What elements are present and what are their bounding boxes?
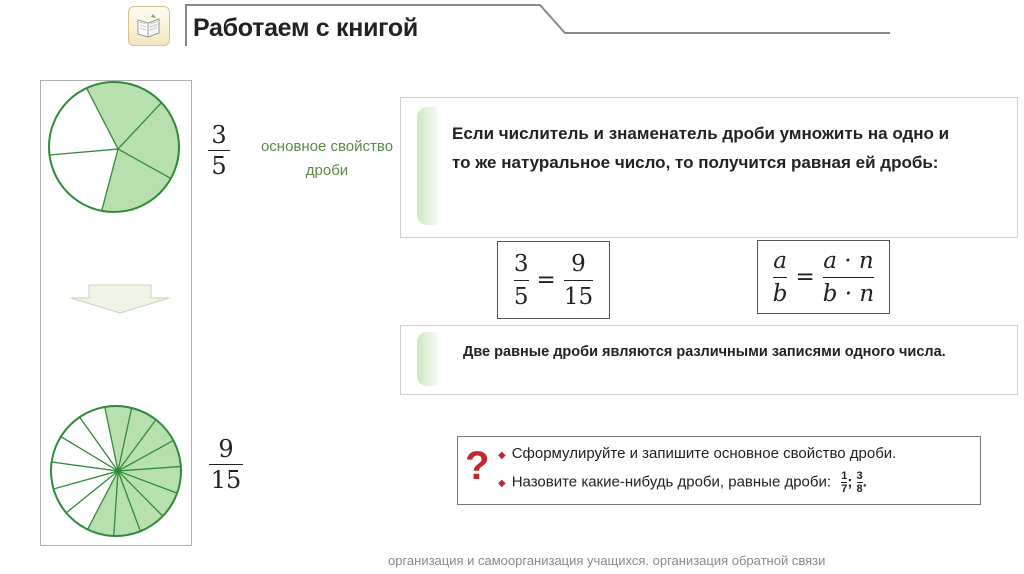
numerator: 1: [841, 470, 848, 482]
equals-sign: =: [536, 267, 556, 293]
property-label: основное свойство дроби: [260, 138, 394, 179]
fraction-bar: [209, 464, 243, 465]
numerator: 3: [856, 470, 863, 482]
numerator: 3: [513, 250, 529, 277]
rule-text: [452, 119, 1022, 177]
fraction-3-5: [208, 122, 230, 179]
numerator: a · n: [823, 247, 874, 274]
denominator: 8: [856, 483, 863, 495]
down-arrow-icon: [71, 285, 169, 313]
fraction-9-15: [209, 436, 243, 493]
fraction-right: [823, 248, 874, 307]
fraction-left: [514, 251, 529, 310]
circle-fifteenths: [51, 406, 181, 536]
question-mark-icon: [462, 443, 494, 485]
fraction-right: [564, 251, 593, 310]
equals-sign: =: [795, 264, 815, 290]
numerator: 9: [571, 250, 586, 277]
questions-box: [457, 436, 981, 505]
fraction-illustration-panel: [40, 80, 192, 546]
question-text: Назовите какие-нибудь дроби, равные дроби:: [511, 473, 832, 491]
bullet-icon: ◆: [498, 478, 506, 490]
denominator: 7: [841, 483, 848, 495]
rule-line-1: Если числитель и знаменатель дроби умножить на одно и: [452, 124, 950, 143]
numerator: a: [773, 247, 787, 274]
fraction-bar: [208, 150, 230, 151]
rule-line-2: то же натуральное число, то получится равная ей дробь:: [452, 153, 939, 172]
equal-fractions-accent: [417, 332, 437, 386]
formula-numeric: [497, 241, 610, 319]
equal-fractions-text: Две равные дроби являются различными записями одного числа.: [463, 344, 946, 360]
separator: ;: [847, 473, 853, 491]
title-frame-line: [0, 0, 1024, 60]
equal-fractions-box: [400, 325, 1018, 395]
footer-text: организация и самоорганизация учащихся. организация обратной связи: [388, 553, 826, 568]
denominator: 15: [210, 466, 242, 494]
bullet-icon: ◆: [498, 450, 506, 461]
question-item-1: [498, 445, 896, 462]
formula-general: [757, 240, 890, 314]
page-title: Работаем с книгой: [193, 14, 418, 42]
numerator: 9: [218, 435, 234, 463]
denominator: 15: [563, 283, 594, 310]
question-item-2: [498, 471, 867, 494]
circle-fifths: [49, 82, 179, 212]
rule-box-accent: [417, 107, 437, 225]
numerator: 3: [211, 121, 227, 149]
fraction-bar: [514, 280, 529, 281]
denominator: b: [772, 280, 788, 307]
fraction-bar: [823, 277, 874, 278]
fraction-bar: [773, 277, 788, 278]
period: .: [862, 473, 867, 491]
denominator: b · n: [822, 280, 875, 307]
question-text: Сформулируйте и запишите основное свойство дроби.: [511, 445, 897, 462]
fraction-left: [773, 248, 788, 307]
fraction-circles: [41, 81, 191, 545]
denominator: 5: [513, 283, 529, 310]
svg-text:?: ?: [465, 444, 490, 485]
denominator: 5: [211, 152, 227, 180]
fraction-bar: [564, 280, 593, 281]
